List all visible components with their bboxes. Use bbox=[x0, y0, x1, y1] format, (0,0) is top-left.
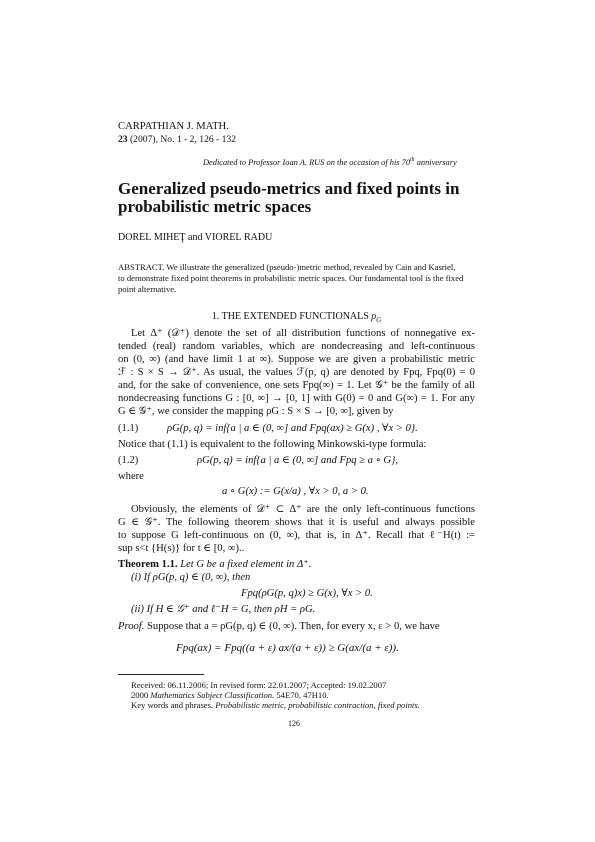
para2-line4: sup s<t {H(s)} for t ∈ [0, ∞).. bbox=[118, 543, 245, 554]
journal-name: CARPATHIAN J. MATH. bbox=[118, 121, 229, 132]
keywords: Key words and phrases. Probabilistic metric, probabilistic contraction, fixed points. bbox=[131, 700, 420, 710]
paper-title-line2: probabilistic metric spaces bbox=[118, 197, 312, 216]
abstract-line1: ABSTRACT. We illustrate the generalized (pseudo-)metric method, revealed by Cain and Kasriel, bbox=[118, 262, 456, 272]
notice-line: Notice that (1.1) is equivalent to the following Minkowski-type formula: bbox=[118, 439, 427, 450]
proof-label: Proof. bbox=[118, 621, 145, 632]
para1-line3: on (0, ∞) (and have limit 1 at ∞). Suppose we are given a probabilistic metric bbox=[118, 354, 475, 365]
para1-line2: tended (real) random variables, which are nondecreasing and left-continuous bbox=[118, 341, 475, 352]
theorem-item-1: (i) If ρG(p, q) ∈ (0, ∞), then bbox=[131, 572, 251, 583]
para2-line2: G ∈ 𝒢⁺. The following theorem shows that it is useful and always possible bbox=[118, 517, 475, 528]
para1-line6: nondecreasing functions G : [0, ∞] → [0, 1] with G(0) = 0 and G(∞) = 1. For any bbox=[118, 393, 475, 404]
abstract-label: ABSTRACT. bbox=[118, 262, 165, 272]
dedication: Dedicated to Professor Ioan A. RUS on the occasion of his 70th anniversary bbox=[203, 157, 457, 167]
equation-where: a ∘ G(x) := G(x/a) , ∀x > 0, a > 0. bbox=[222, 486, 369, 497]
volume-line bbox=[118, 134, 236, 145]
para1-line5: and, for the sake of convenience, one sets Fpq(∞) = 1. Let 𝒢⁺ be the family of all bbox=[118, 380, 475, 391]
para1-line7: G ∈ 𝒢⁺, we consider the mapping ρG : S × S → [0, ∞], given by bbox=[118, 406, 394, 417]
para1-line4: ℱ : S × S → 𝒟⁺. As usual, the values ℱ(p, q) are denoted by Fpq, Fpq(0) = 0 bbox=[118, 367, 475, 378]
theorem-statement: Theorem 1.1. Let G be a fixed element in Δ⁺. bbox=[118, 559, 312, 570]
equation-number-1-2: (1.2) bbox=[118, 455, 139, 466]
issue-pages: (2007), No. 1 - 2, 126 - 132 bbox=[127, 134, 237, 145]
volume-number: 23 bbox=[118, 134, 128, 145]
page-number: 126 bbox=[288, 719, 300, 728]
paper-title-line1: Generalized pseudo-metrics and fixed points in bbox=[118, 179, 460, 198]
abstract-line2: to demonstrate fixed point theorems in probabilistic metric spaces. Our fundamental tool is the fixed bbox=[118, 273, 464, 283]
where-word: where bbox=[118, 471, 144, 482]
section-heading: 1. THE EXTENDED FUNCTIONALS $\rho_G$ bbox=[211, 311, 382, 324]
proof-equation: Fpq(ax) = Fpq((a + ε) ax/(a + ε)) ≥ G(ax/(a + ε)). bbox=[176, 642, 399, 654]
theorem-item-2: (ii) If H ∈ 𝒢⁺ and ℓ⁻H = G, then ρH = ρG. bbox=[131, 604, 316, 615]
equation-number-1-1: (1.1) bbox=[118, 423, 139, 434]
theorem-item-1-equation: Fpq(ρG(p, q)x) ≥ G(x), ∀x > 0. bbox=[241, 588, 373, 599]
msc-classification: 2000 Mathematics Subject Classification. 54E70, 47H10. bbox=[131, 690, 329, 700]
para1-line1: Let Δ⁺ (𝒟⁺) denote the set of all distribution functions of nonnegative ex- bbox=[131, 328, 475, 339]
equation-1-2: ρG(p, q) = inf{a | a ∈ (0, ∞] and Fpq ≥ a ∘ G}, bbox=[197, 455, 398, 466]
para2-line1: Obviously, the elements of 𝒟⁺ ⊂ Δ⁺ are the only left-continuous functions bbox=[131, 504, 475, 515]
proof-line: Proof. Suppose that a = ρG(p, q) ∈ (0, ∞). Then, for every x, ε > 0, we have bbox=[118, 621, 440, 632]
para2-line3: to suppose G left-continuous on (0, ∞), that is, in Δ⁺. Recall that ℓ⁻H(t) := bbox=[118, 530, 475, 541]
equation-1-1: ρG(p, q) = inf{a | a ∈ (0, ∞] and Fpq(ax) ≥ G(x) , ∀x > 0}. bbox=[167, 423, 418, 434]
footnote-rule bbox=[118, 674, 204, 675]
theorem-label: Theorem 1.1. bbox=[118, 559, 178, 570]
authors: DOREL MIHEŢ and VIOREL RADU bbox=[118, 232, 273, 243]
received-dates: Received: 06.11.2006; In revised form: 22.01.2007; Accepted: 19.02.2007 bbox=[131, 680, 387, 690]
abstract-line3: point alternative. bbox=[118, 284, 177, 294]
